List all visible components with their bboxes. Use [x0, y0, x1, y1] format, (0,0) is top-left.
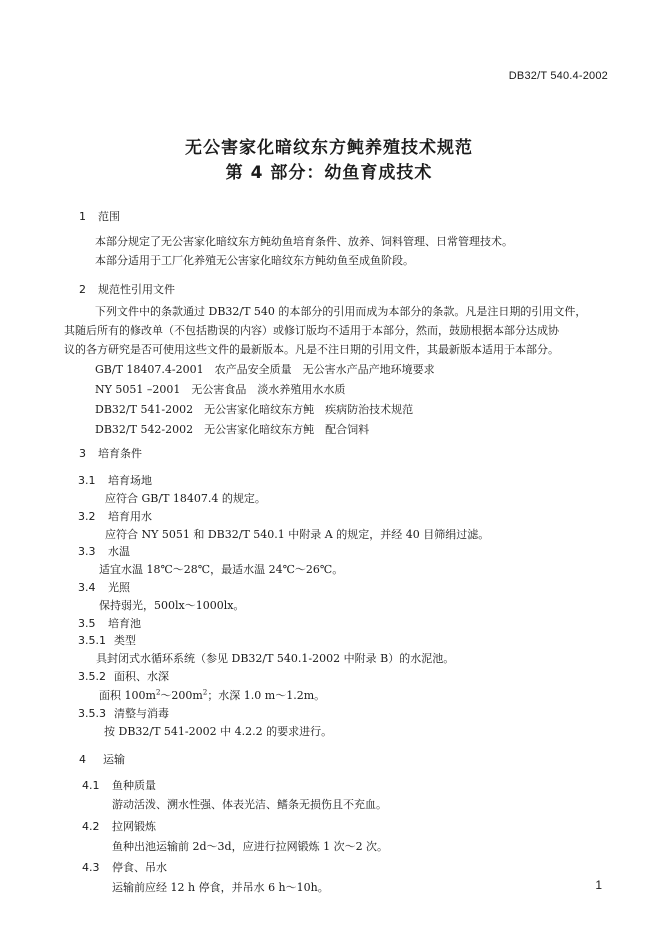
subsubsection-heading [78, 632, 136, 648]
subsubsection-title: 面积、水深 [114, 670, 169, 683]
paragraph-line: 下列文件中的条款通过 DB32/T 540 的本部分的引用而成为本部分的条款。凡是注日期的引用文件， [95, 305, 587, 318]
subsection-title: 鱼种质量 [112, 779, 156, 792]
paragraph: 游动活泼、溯水性强、体表光洁、鳍条无损伤且不充血。 [112, 798, 387, 811]
subsection-number: 3.1 [78, 474, 96, 487]
subsubsection-number: 3.5.3 [78, 707, 106, 720]
subsection-number: 4.3 [82, 861, 100, 874]
subsection-heading [82, 818, 156, 834]
section-title: 培育条件 [98, 447, 142, 460]
superscript: 2 [155, 688, 161, 697]
subsubsection-title: 类型 [114, 634, 136, 647]
reference-item: GB/T 18407.4-2001 农产品安全质量 无公害水产品产地环境要求 [95, 363, 435, 376]
subsection-heading [78, 472, 152, 488]
subsection-number: 4.1 [82, 779, 100, 792]
page-number: 1 [595, 878, 602, 892]
superscript: 2 [202, 688, 208, 697]
paragraph: 适宜水温 18℃～28℃，最适水温 24℃～26℃。 [99, 563, 344, 576]
subsection-heading [78, 508, 152, 524]
paragraph: 本部分规定了无公害家化暗纹东方鲀幼鱼培育条件、放养、饲料管理、日常管理技术。 [95, 235, 513, 248]
section-1-heading [79, 208, 120, 224]
paragraph: 应符合 GB/T 18407.4 的规定。 [105, 492, 266, 505]
section-number: 3 [79, 447, 86, 460]
subsection-heading [78, 615, 141, 631]
subsubsection-number: 3.5.2 [78, 670, 106, 683]
subsection-title: 培育用水 [108, 510, 152, 523]
subsection-number: 4.2 [82, 820, 100, 833]
paragraph-line: 其随后所有的修改单（不包括勘误的内容）或修订版均不适用于本部分，然而，鼓励根据本部分达成协 [64, 324, 559, 337]
section-3-heading [79, 445, 142, 461]
paragraph [99, 687, 325, 703]
subsection-number: 3.4 [78, 581, 96, 594]
section-2-heading [79, 281, 175, 297]
subsection-title: 水温 [108, 545, 130, 558]
section-number: 4 [79, 753, 86, 766]
section-title: 运输 [103, 753, 125, 766]
paragraph: 本部分适用于工厂化养殖无公害家化暗纹东方鲀幼鱼至成鱼阶段。 [95, 254, 414, 267]
section-title: 范围 [98, 210, 120, 223]
section-4-heading [79, 751, 125, 767]
subsubsection-number: 3.5.1 [78, 634, 106, 647]
section-number: 1 [79, 210, 86, 223]
subsection-heading [78, 543, 130, 559]
paragraph: 鱼种出池运输前 2d～3d，应进行拉网锻炼 1 次～2 次。 [112, 840, 389, 853]
reference-item: DB32/T 542-2002 无公害家化暗纹东方鲀 配合饲料 [95, 423, 370, 436]
subsection-title: 培育场地 [108, 474, 152, 487]
paragraph: 具封闭式水循环系统（参见 DB32/T 540.1-2002 中附录 B）的水泥池。 [96, 652, 455, 665]
subsection-title: 停食、吊水 [112, 861, 167, 874]
text-part: 面积 100m [99, 689, 156, 702]
paragraph: 应符合 NY 5051 和 DB32/T 540.1 中附录 A 的规定，并经 40 目筛绢过滤。 [105, 528, 490, 541]
subsection-heading [82, 859, 167, 875]
document-title: 无公害家化暗纹东方鲀养殖技术规范 [185, 138, 473, 158]
subsection-title: 培育池 [108, 617, 141, 630]
subsubsection-heading [78, 705, 169, 721]
subsection-number: 3.5 [78, 617, 96, 630]
subsection-title: 拉网锻炼 [112, 820, 156, 833]
paragraph-line: 议的各方研究是否可使用这些文件的最新版本。凡是不注日期的引用文件，其最新版本适用于本部分。 [64, 343, 559, 356]
paragraph: 运输前应经 12 h 停食，并吊水 6 h～10h。 [112, 881, 329, 894]
subsubsection-title: 清整与消毒 [114, 707, 169, 720]
section-number: 2 [79, 283, 86, 296]
paragraph: 保持弱光，500lx～1000lx。 [99, 599, 245, 612]
subsection-number: 3.3 [78, 545, 96, 558]
reference-item: NY 5051 –2001 无公害食品 淡水养殖用水水质 [95, 383, 346, 396]
paragraph: 按 DB32/T 541-2002 中 4.2.2 的要求进行。 [104, 725, 333, 738]
subsection-heading [82, 777, 156, 793]
subsubsection-heading [78, 668, 169, 684]
document-subtitle: 第 4 部分：幼鱼育成技术 [225, 163, 433, 183]
section-title: 规范性引用文件 [98, 283, 175, 296]
text-part: ～200m [160, 689, 203, 702]
standard-code: DB32/T 540.4-2002 [508, 70, 608, 82]
subsection-heading [78, 579, 130, 595]
subsection-number: 3.2 [78, 510, 96, 523]
text-part: ；水深 1.0 m～1.2m。 [207, 689, 326, 702]
subsection-title: 光照 [108, 581, 130, 594]
reference-item: DB32/T 541-2002 无公害家化暗纹东方鲀 疾病防治技术规范 [95, 403, 414, 416]
